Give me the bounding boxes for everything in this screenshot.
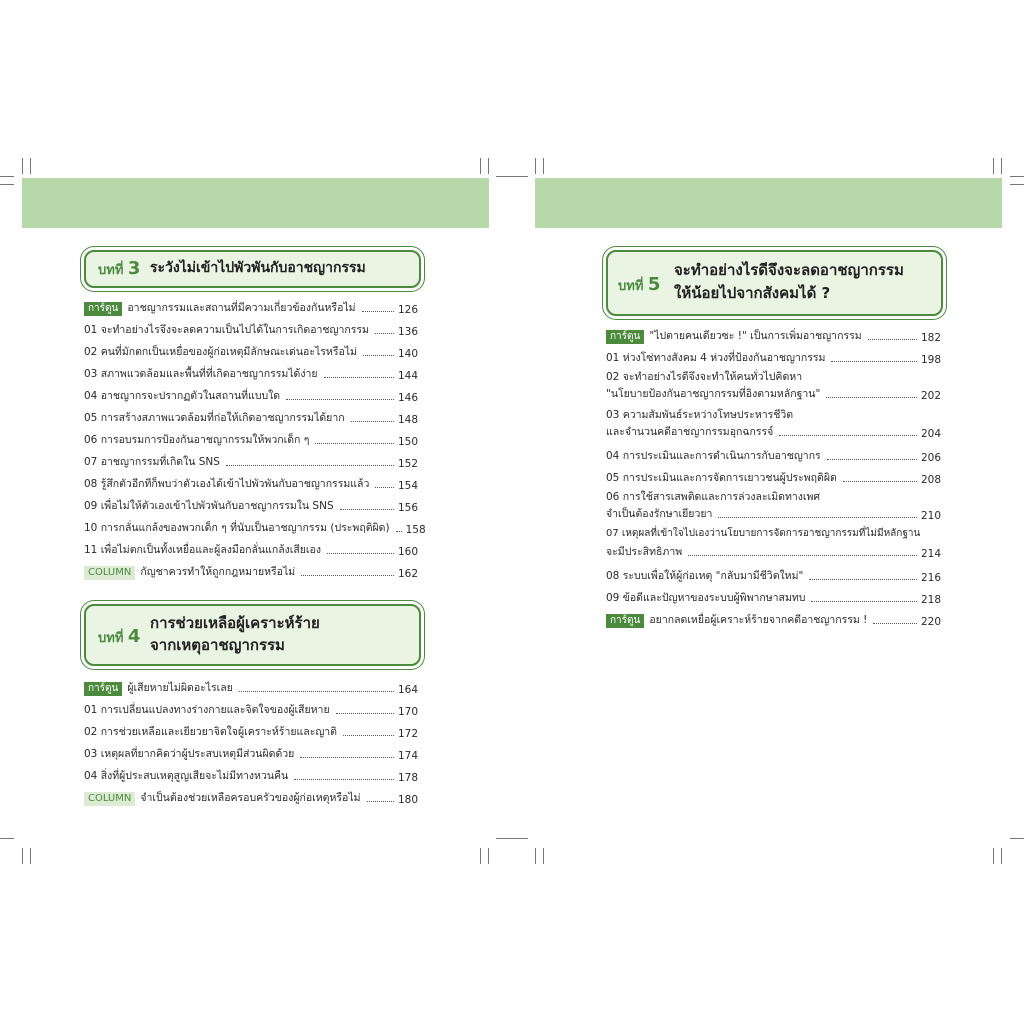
page-number: 218: [920, 594, 941, 606]
page-number: 158: [405, 524, 426, 536]
toc-entry[interactable]: 08 ระบบเพื่อให้ผู้ก่อเหตุ "กลับมามีชีวิตใหม่" 216: [606, 570, 941, 584]
chapter-title-line-1: การช่วยเหลือผู้เคราะห์ร้าย: [150, 614, 320, 632]
toc-entry[interactable]: COLUMN จำเป็นต้องช่วยเหลือครอบครัวของผู้ก่อเหตุหรือไม่ 180: [84, 784, 418, 806]
page-number: 172: [397, 728, 418, 740]
page-number: 182: [920, 332, 941, 344]
page-number: 170: [397, 706, 418, 718]
page-number: 144: [397, 370, 418, 382]
toc-entry[interactable]: 01 การเปลี่ยนแปลงทางร่างกายและจิตใจของผู้เสียหาย 170: [84, 704, 418, 718]
page-number: 210: [920, 510, 941, 522]
toc-entry[interactable]: 09 เพื่อไม่ให้ตัวเองเข้าไปพัวพันกับอาชญากรรมใน SNS 156: [84, 500, 418, 514]
page-number: 174: [397, 750, 418, 762]
page-number: 154: [397, 480, 418, 492]
page-number: 152: [397, 458, 418, 470]
page-number: 180: [397, 794, 418, 806]
chapter-5-toc: [606, 322, 941, 628]
page-number: 140: [397, 348, 418, 360]
page-number: 160: [397, 546, 418, 558]
toc-entry[interactable]: 02 การช่วยเหลือและเยียวยาจิตใจผู้เคราะห์ร้ายและญาติ 172: [84, 726, 418, 740]
page-number: 202: [920, 390, 941, 402]
toc-entry[interactable]: 11 เพื่อไม่ตกเป็นทั้งเหยื่อและผู้ลงมือกลั่นแกล้งเสียเอง 160: [84, 544, 418, 558]
toc-entry[interactable]: COLUMN กัญชาควรทำให้ถูกกฎหมายหรือไม่ 162: [84, 558, 418, 580]
page-number: 150: [397, 436, 418, 448]
chapter-number: 5: [647, 274, 661, 295]
toc-entry[interactable]: 06 การใช้สารเสพติดและการล่วงละเมิดทางเพศ จำเป็นต้องรักษาเยียวยา 210: [606, 491, 941, 522]
toc-entry[interactable]: การ์ตูน อยากลดเหยื่อผู้เคราะห์ร้ายจากคดีอาชญากรรม ! 220: [606, 606, 941, 628]
chapter-title-line-2: จากเหตุอาชญากรรม: [150, 636, 285, 654]
page-number: 208: [920, 474, 941, 486]
page-number: 148: [397, 414, 418, 426]
page-number: 204: [920, 428, 941, 440]
toc-entry[interactable]: 03 เหตุผลที่ยากคิดว่าผู้ประสบเหตุมีส่วนผิดด้วย 174: [84, 748, 418, 762]
toc-entry[interactable]: 04 การประเมินและการดำเนินการกับอาชญากร 206: [606, 450, 941, 464]
toc-entry[interactable]: 02 คนที่มักตกเป็นเหยื่อของผู้ก่อเหตุมีลักษณะเด่นอะไรหรือไม่ 140: [84, 346, 418, 360]
chapter-title-line-1: จะทำอย่างไรดีจึงจะลดอาชญากรรม: [674, 261, 904, 279]
toc-entry[interactable]: 04 สิ่งที่ผู้ประสบเหตุสูญเสียจะไม่มีทางหวนคืน 178: [84, 770, 418, 784]
chapter-number: 4: [127, 626, 141, 647]
page-number: 136: [397, 326, 418, 338]
chapter-3-header: [84, 250, 421, 288]
page-number: 162: [397, 568, 418, 580]
toc-entry[interactable]: 04 อาชญากรจะปรากฏตัวในสถานที่แบบใด 146: [84, 390, 418, 404]
page-number: 156: [397, 502, 418, 514]
chapter-label: บทที่: [98, 263, 124, 278]
chapter-label: บทที่: [618, 279, 644, 294]
chapter-5-header: [606, 250, 943, 316]
page-number: 164: [397, 684, 418, 696]
cartoon-tag: การ์ตูน: [606, 330, 644, 344]
chapter-4-header: [84, 604, 421, 666]
page-number: 126: [397, 304, 418, 316]
chapter-title-line-2: ให้น้อยไปจากสังคมได้ ?: [674, 284, 831, 302]
toc-entry[interactable]: 07 เหตุผลที่เข้าใจไปเองว่านโยบายการจัดการอาชญากรรมที่ไม่มีหลักฐาน จะมีประสิทธิภาพ 214: [606, 528, 941, 560]
page-number: 178: [397, 772, 418, 784]
column-tag: COLUMN: [84, 792, 135, 806]
toc-entry[interactable]: 03 ความสัมพันธ์ระหว่างโทษประหารชีวิต และจำนวนคดีอาชญากรรมอุกฉกรรจ์ 204: [606, 409, 941, 440]
chapter-label: บทที่: [98, 631, 124, 646]
page-number: 198: [920, 354, 941, 366]
chapter-3-toc: [84, 294, 426, 580]
toc-entry[interactable]: 09 ข้อดีและปัญหาของระบบผู้พิพากษาสมทบ 218: [606, 592, 941, 606]
page-number: 146: [397, 392, 418, 404]
toc-entry[interactable]: 01 ห่วงโซ่ทางสังคม 4 ห่วงที่ป้องกันอาชญากรรม 198: [606, 352, 941, 366]
right-page: [512, 0, 1024, 1024]
toc-entry[interactable]: 08 รู้สึกตัวอีกทีก็พบว่าตัวเองได้เข้าไปพัวพันกับอาชญากรรมแล้ว 154: [84, 478, 418, 492]
chapter-number: 3: [127, 258, 141, 279]
toc-entry[interactable]: การ์ตูน ผู้เสียหายไม่ผิดอะไรเลย 164: [84, 674, 418, 696]
page-number: 214: [920, 548, 941, 560]
toc-entry[interactable]: การ์ตูน อาชญากรรมและสถานที่มีความเกี่ยวข้องกันหรือไม่ 126: [84, 294, 418, 316]
toc-entry[interactable]: 03 สภาพแวดล้อมและพื้นที่ที่เกิดอาชญากรรมได้ง่าย 144: [84, 368, 418, 382]
toc-entry[interactable]: การ์ตูน "ไปตายคนเดียวซะ !" เป็นการเพิ่มอาชญากรรม 182: [606, 322, 941, 344]
toc-entry[interactable]: 10 การกลั่นแกล้งของพวกเด็ก ๆ ที่นับเป็นอาชญากรรม (ประพฤติผิด) 158: [84, 522, 426, 536]
page-number: 216: [920, 572, 941, 584]
cartoon-tag: การ์ตูน: [84, 682, 122, 696]
toc-entry[interactable]: 05 การประเมินและการจัดการเยาวชนผู้ประพฤติผิด 208: [606, 472, 941, 486]
page-number: 220: [920, 616, 941, 628]
column-tag: COLUMN: [84, 566, 135, 580]
chapter-4-toc: [84, 674, 418, 806]
toc-entry[interactable]: 01 จะทำอย่างไรจึงจะลดความเป็นไปได้ในการเกิดอาชญากรรม 136: [84, 324, 418, 338]
toc-entry[interactable]: 07 อาชญากรรมที่เกิดใน SNS 152: [84, 456, 418, 470]
toc-entry[interactable]: 06 การอบรมการป้องกันอาชญากรรมให้พวกเด็ก ๆ 150: [84, 434, 418, 448]
cartoon-tag: การ์ตูน: [84, 302, 122, 316]
toc-entry[interactable]: 05 การสร้างสภาพแวดล้อมที่ก่อให้เกิดอาชญากรรมได้ยาก 148: [84, 412, 418, 426]
chapter-title: ระวังไม่เข้าไปพัวพันกับอาชญากรรม: [150, 260, 366, 276]
cartoon-tag: การ์ตูน: [606, 614, 644, 628]
toc-entry[interactable]: 02 จะทำอย่างไรดีจึงจะทำให้คนทั่วไปคิดหา "นโยบายป้องกันอาชญากรรมที่อิงตามหลักฐาน" 202: [606, 371, 941, 402]
page-number: 206: [920, 452, 941, 464]
